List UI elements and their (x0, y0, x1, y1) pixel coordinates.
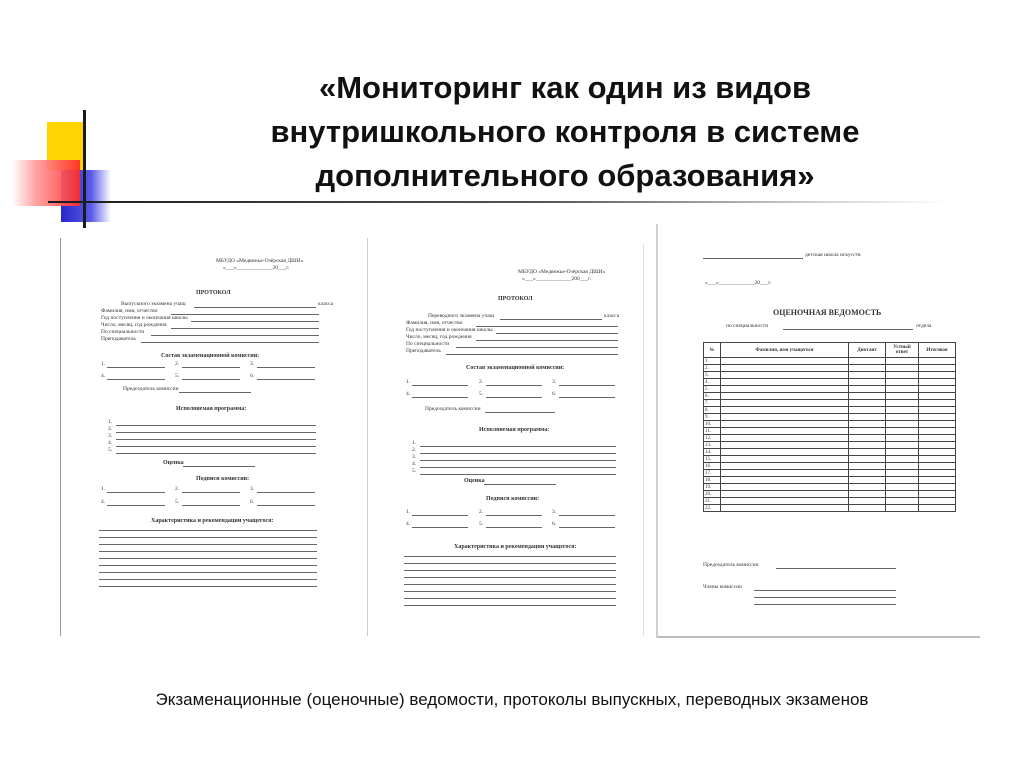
doc1-sig-2: 2. (175, 486, 180, 492)
doc1-num-2: 2. (175, 361, 180, 367)
col-number: № (704, 343, 721, 358)
table-cell (849, 498, 886, 505)
table-cell (886, 470, 919, 477)
table-row (704, 393, 956, 400)
row-number: 8. (704, 407, 721, 414)
doc3-members: Члены комиссии (703, 584, 743, 590)
doc1-sig-4: 4. (101, 499, 106, 505)
doc2-sig-6: 6. (552, 521, 557, 527)
table-cell (886, 386, 919, 393)
row-number: 21. (704, 498, 721, 505)
table-row (704, 491, 956, 498)
row-number: 14. (704, 449, 721, 456)
col-oral: Устный ответ (886, 343, 919, 358)
doc2-sig-5: 5. (479, 521, 484, 527)
row-number: 13. (704, 442, 721, 449)
doc2-prog-4: 4. (412, 461, 417, 467)
table-cell (919, 491, 956, 498)
table-row (704, 442, 956, 449)
table-cell (919, 505, 956, 512)
table-cell (919, 386, 956, 393)
doc1-recommendations: Характеристика и рекомендации учащегося: (151, 518, 274, 524)
row-number: 1. (704, 358, 721, 365)
doc2-org: МБУДО «Медвежье-Озёрская ДШИ» (518, 269, 606, 275)
table-cell (849, 463, 886, 470)
doc1-sig-5: 5. (175, 499, 180, 505)
table-cell (721, 491, 849, 498)
doc2-sig-2: 2. (479, 509, 484, 515)
table-row (704, 386, 956, 393)
table-row (704, 358, 956, 365)
doc3-heading: ОЦЕНОЧНАЯ ВЕДОМОСТЬ (773, 308, 882, 317)
row-number: 20. (704, 491, 721, 498)
table-cell (849, 484, 886, 491)
row-number: 19. (704, 484, 721, 491)
col-student-name: Фамилия, имя учащегося (721, 343, 849, 358)
doc3-specialty: по специальности (726, 323, 769, 329)
table-cell (849, 428, 886, 435)
doc3-school: детская школа искусств (805, 252, 861, 258)
table-row (704, 365, 956, 372)
table-cell (849, 435, 886, 442)
row-number: 17. (704, 470, 721, 477)
doc2-commission-title: Состав экзаменационной комиссии: (466, 365, 565, 371)
table-cell (886, 407, 919, 414)
slide-title (190, 66, 940, 198)
table-cell (721, 365, 849, 372)
table-row (704, 379, 956, 386)
doc1-prog-1: 1. (108, 419, 113, 425)
table-cell (919, 407, 956, 414)
doc2-field-name: Фамилия, имя, отчество (406, 320, 463, 326)
table-cell (849, 421, 886, 428)
table-cell (849, 358, 886, 365)
doc2-sig-3: 3. (552, 509, 557, 515)
doc2-prog-5: 5. (412, 468, 417, 474)
doc2-sig-1: 1. (406, 509, 411, 515)
table-cell (919, 435, 956, 442)
table-cell (919, 400, 956, 407)
table-cell (919, 449, 956, 456)
doc3-date: «___»_____________20___г. (705, 280, 772, 286)
table-row (704, 407, 956, 414)
doc2-recommendations: Характеристика и рекомендации учащегося: (454, 544, 577, 550)
table-cell (919, 442, 956, 449)
doc2-num-6: 6. (552, 391, 557, 397)
table-cell (721, 386, 849, 393)
table-cell (886, 358, 919, 365)
table-cell (849, 386, 886, 393)
table-cell (886, 505, 919, 512)
table-cell (919, 421, 956, 428)
doc2-date: «___»_____________200___г. (522, 276, 592, 282)
decor-vertical-line (83, 110, 86, 228)
doc3-department: отдела (916, 323, 932, 329)
table-cell (721, 407, 849, 414)
evaluation-table-body (704, 358, 956, 512)
slide-caption: Экзаменационные (оценочные) ведомости, протоколы выпускных, переводных экзаменов (155, 690, 869, 709)
table-cell (721, 449, 849, 456)
doc1-field-years: Год поступления и окончания школы (101, 315, 188, 321)
doc1-field-name: Фамилия, имя, отчество (101, 308, 158, 314)
table-cell (849, 477, 886, 484)
table-row (704, 505, 956, 512)
table-cell (919, 358, 956, 365)
table-cell (849, 407, 886, 414)
table-cell (721, 463, 849, 470)
row-number: 7. (704, 400, 721, 407)
doc2-field-specialty: По специальности (406, 341, 450, 347)
table-cell (919, 379, 956, 386)
table-cell (849, 505, 886, 512)
doc1-prog-5: 5. (108, 447, 113, 453)
table-cell (919, 470, 956, 477)
table-row (704, 400, 956, 407)
table-cell (721, 505, 849, 512)
row-number: 5. (704, 386, 721, 393)
table-row (704, 463, 956, 470)
table-row (704, 449, 956, 456)
table-cell (849, 365, 886, 372)
doc2-num-3: 3. (552, 379, 557, 385)
row-number: 11. (704, 428, 721, 435)
doc2-num-2: 2. (479, 379, 484, 385)
table-cell (919, 463, 956, 470)
doc2-field-teacher: Преподаватель (406, 348, 441, 354)
table-cell (721, 414, 849, 421)
table-cell (886, 365, 919, 372)
table-cell (886, 421, 919, 428)
table-cell (849, 491, 886, 498)
doc1-num-4: 4. (101, 373, 106, 379)
table-cell (886, 435, 919, 442)
doc1-org: МБУДО «Медвежье-Озёрская ДШИ» (216, 258, 304, 264)
row-number: 10. (704, 421, 721, 428)
row-number: 15. (704, 456, 721, 463)
table-cell (886, 456, 919, 463)
table-cell (886, 414, 919, 421)
table-cell (721, 498, 849, 505)
table-cell (886, 449, 919, 456)
doc1-num-3: 3. (250, 361, 255, 367)
doc1-program-title: Исполняемая программа: (176, 406, 247, 412)
table-cell (849, 414, 886, 421)
table-cell (721, 484, 849, 491)
table-cell (721, 393, 849, 400)
doc2-class-label: класса (604, 313, 620, 319)
row-number: 22. (704, 505, 721, 512)
protocol-graduation-document (60, 238, 368, 636)
table-cell (886, 442, 919, 449)
doc2-grade: Оценка (464, 478, 485, 484)
table-cell (721, 456, 849, 463)
table-cell (886, 400, 919, 407)
protocol-transfer-document (372, 244, 644, 636)
table-cell (849, 372, 886, 379)
table-cell (721, 435, 849, 442)
table-cell (886, 484, 919, 491)
table-cell (721, 372, 849, 379)
doc2-heading: ПРОТОКОЛ (498, 296, 533, 302)
table-cell (721, 477, 849, 484)
doc1-chair: Председатель комиссии (123, 386, 179, 392)
row-number: 6. (704, 393, 721, 400)
decor-red-square (12, 160, 80, 206)
doc1-field-teacher: Преподаватель (101, 336, 136, 342)
row-number: 9. (704, 414, 721, 421)
table-row (704, 456, 956, 463)
table-cell (849, 456, 886, 463)
table-cell (919, 372, 956, 379)
row-number: 16. (704, 463, 721, 470)
table-cell (721, 470, 849, 477)
row-number: 18. (704, 477, 721, 484)
doc1-field-specialty: По специальности (101, 329, 145, 335)
doc1-sig-6: 6. (250, 499, 255, 505)
table-cell (919, 428, 956, 435)
doc2-prog-2: 2. (412, 447, 417, 453)
table-cell (849, 442, 886, 449)
table-cell (721, 428, 849, 435)
doc1-class-label: класса (318, 301, 334, 307)
table-row (704, 428, 956, 435)
table-cell (886, 477, 919, 484)
table-row (704, 414, 956, 421)
table-cell (849, 400, 886, 407)
table-cell (721, 358, 849, 365)
evaluation-sheet-document (658, 224, 980, 638)
table-cell (849, 449, 886, 456)
table-cell (849, 470, 886, 477)
table-cell (919, 414, 956, 421)
evaluation-table (703, 342, 956, 512)
doc1-prog-2: 2. (108, 426, 113, 432)
table-row (704, 470, 956, 477)
title-underline (48, 201, 948, 203)
col-final: Итоговая (919, 343, 956, 358)
col-dictation: Диктант (849, 343, 886, 358)
table-cell (849, 393, 886, 400)
title-line-3: дополнительного образования» (315, 158, 815, 193)
table-cell (919, 456, 956, 463)
table-row (704, 484, 956, 491)
title-line-2: внутришкольного контроля в системе (270, 114, 860, 149)
table-cell (886, 372, 919, 379)
table-cell (919, 498, 956, 505)
doc2-field-years: Год поступления и окончания школы (406, 327, 493, 333)
table-row (704, 498, 956, 505)
doc1-commission-title: Состав экзаменационной комиссии: (161, 353, 260, 359)
doc1-field-birth: Число, месяц, год рождения (101, 322, 167, 328)
doc1-exam-label: Выпускного экзамена учащ (121, 301, 186, 307)
doc2-prog-1: 1. (412, 440, 417, 446)
row-number: 2. (704, 365, 721, 372)
title-line-1: «Мониторинг как один из видов (318, 70, 812, 105)
doc2-program-title: Исполняемая программа: (479, 427, 550, 433)
doc1-sig-1: 1. (101, 486, 106, 492)
table-cell (919, 393, 956, 400)
table-cell (886, 393, 919, 400)
table-cell (919, 477, 956, 484)
table-row (704, 372, 956, 379)
table-cell (886, 379, 919, 386)
doc3-chair: Председатель комиссии (703, 562, 759, 568)
doc2-field-birth: Число, месяц, год рождения (406, 334, 472, 340)
doc2-num-1: 1. (406, 379, 411, 385)
doc1-sig-3: 3. (250, 486, 255, 492)
table-row (704, 421, 956, 428)
table-cell (721, 442, 849, 449)
table-cell (919, 365, 956, 372)
doc2-prog-3: 3. (412, 454, 417, 460)
doc2-signatures: Подписи комиссии: (486, 496, 540, 502)
table-cell (886, 498, 919, 505)
table-cell (721, 379, 849, 386)
doc2-chair: Председатель комиссии (425, 406, 481, 412)
doc1-num-6: 6. (250, 373, 255, 379)
table-row (704, 477, 956, 484)
doc2-num-5: 5. (479, 391, 484, 397)
doc1-num-1: 1. (101, 361, 106, 367)
doc2-sig-4: 4. (406, 521, 411, 527)
doc1-prog-4: 4. (108, 440, 113, 446)
table-cell (886, 428, 919, 435)
doc1-grade: Оценка (163, 460, 184, 466)
table-cell (721, 400, 849, 407)
table-cell (886, 463, 919, 470)
table-row (704, 435, 956, 442)
row-number: 4. (704, 379, 721, 386)
doc2-num-4: 4. (406, 391, 411, 397)
doc2-exam-label: Переводного экзамена учащ (428, 313, 494, 319)
doc1-num-5: 5. (175, 373, 180, 379)
row-number: 12. (704, 435, 721, 442)
row-number: 3. (704, 372, 721, 379)
table-cell (919, 484, 956, 491)
doc1-date: «___»_____________20___г. (223, 265, 290, 271)
doc1-signatures: Подписи комиссии: (196, 476, 250, 482)
table-cell (849, 379, 886, 386)
doc1-heading: ПРОТОКОЛ (196, 290, 231, 296)
table-cell (886, 491, 919, 498)
doc1-prog-3: 3. (108, 433, 113, 439)
table-cell (721, 421, 849, 428)
